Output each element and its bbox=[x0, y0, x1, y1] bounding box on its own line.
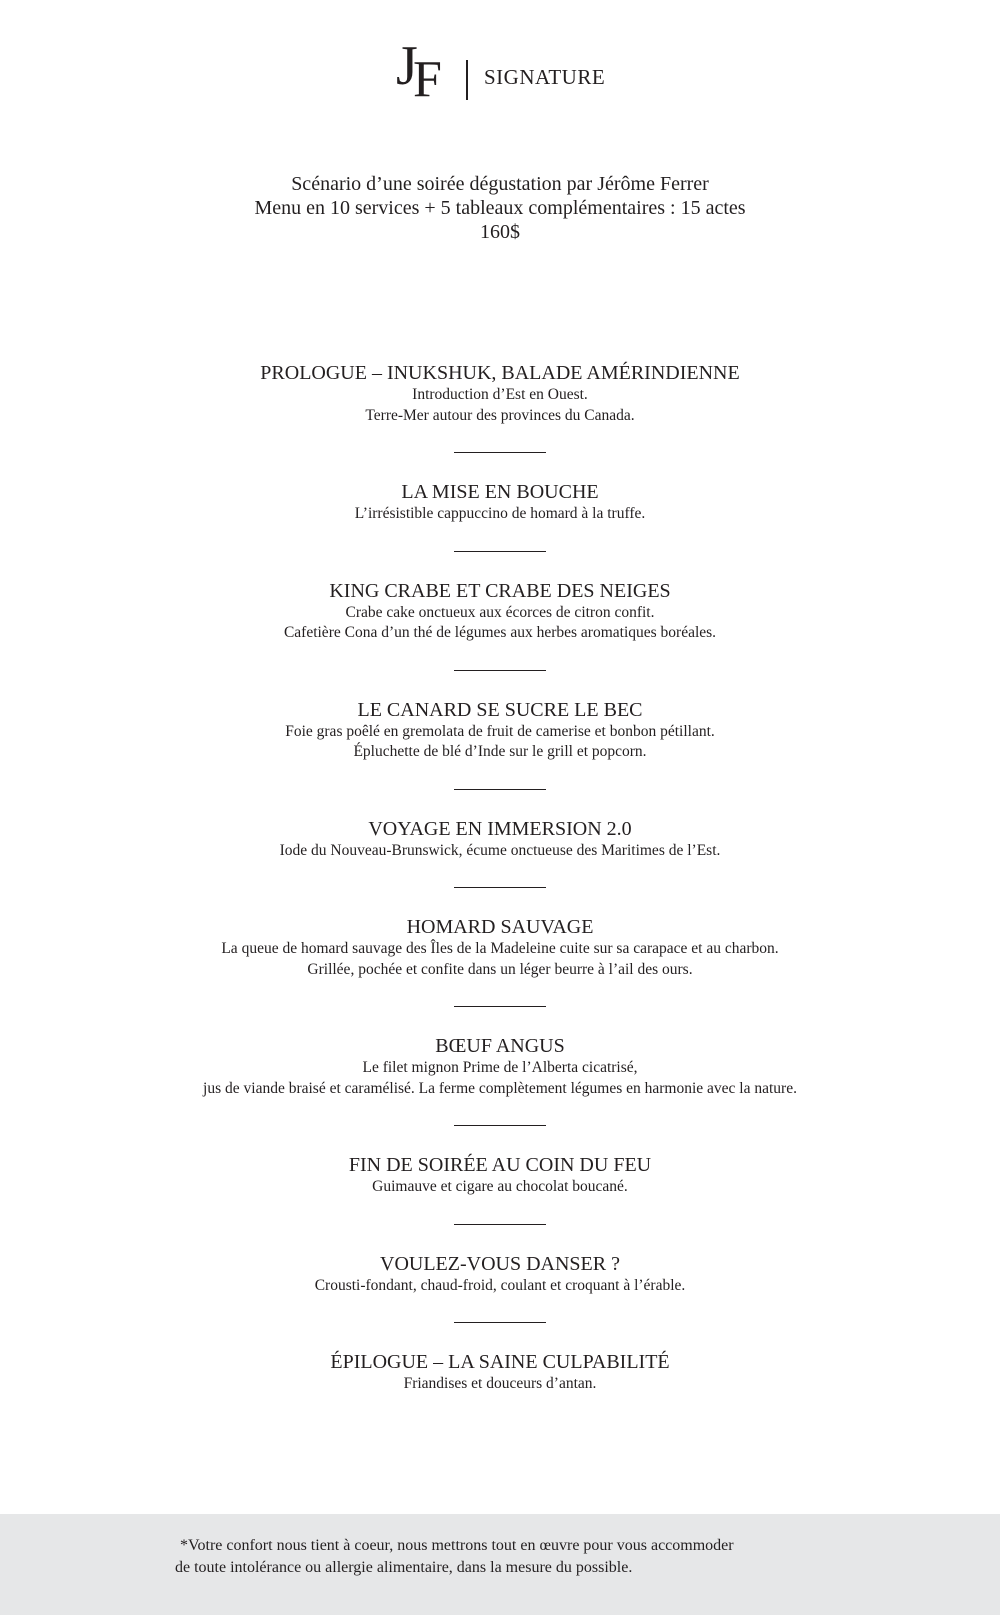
course-title: LA MISE EN BOUCHE bbox=[401, 481, 599, 503]
menu-intro bbox=[0, 172, 1000, 244]
course-title: LE CANARD SE SUCRE LE BEC bbox=[357, 698, 643, 721]
course-separator bbox=[454, 1224, 546, 1225]
footer-note bbox=[0, 1514, 1000, 1615]
course-description: Crabe cake onctueux aux écorces de citron confit. bbox=[345, 603, 655, 621]
menu-course bbox=[0, 579, 1000, 644]
course-title: KING CRABE ET CRABE DES NEIGES bbox=[329, 579, 671, 602]
course-separator bbox=[454, 1125, 546, 1126]
course-title: ÉPILOGUE – LA SAINE CULPABILITÉ bbox=[330, 1351, 670, 1373]
intro-service-count: Menu en 10 services + 5 tableaux complémentaires : 15 actes bbox=[254, 197, 746, 219]
menu-course bbox=[0, 480, 1000, 525]
menu-course bbox=[0, 1153, 1000, 1198]
menu-course bbox=[0, 1350, 1000, 1395]
course-title: BŒUF ANGUS bbox=[435, 1035, 565, 1057]
course-description: Foie gras poêlé en gremolata de fruit de camerise et bonbon pétillant. bbox=[285, 722, 715, 740]
logo-divider bbox=[466, 60, 468, 100]
tasting-menu bbox=[0, 361, 1000, 1395]
course-description: Crousti-fondant, chaud-froid, coulant et croquant à l’érable. bbox=[314, 1276, 686, 1294]
course-description: L’irrésistible cappuccino de homard à la truffe. bbox=[354, 505, 646, 522]
course-description: Terre-Mer autour des provinces du Canada. bbox=[365, 406, 635, 424]
course-description: Iode du Nouveau-Brunswick, écume onctueuse des Maritimes de l’Est. bbox=[279, 841, 721, 859]
menu-course bbox=[0, 361, 1000, 426]
menu-price: 160$ bbox=[480, 221, 520, 243]
course-separator bbox=[454, 452, 546, 453]
menu-course bbox=[0, 698, 1000, 763]
menu-course bbox=[0, 1034, 1000, 1099]
course-title: PROLOGUE – INUKSHUK, BALADE AMÉRINDIENNE bbox=[260, 362, 740, 384]
menu-course bbox=[0, 1252, 1000, 1297]
course-separator bbox=[454, 1006, 546, 1007]
course-separator bbox=[454, 670, 546, 671]
logo-wordmark: SIGNATURE bbox=[484, 65, 606, 89]
monogram-j: J bbox=[396, 35, 418, 97]
course-separator bbox=[454, 789, 546, 790]
course-description: La queue de homard sauvage des Îles de la Madeleine cuite sur sa carapace et au charbon. bbox=[221, 940, 779, 957]
allergy-note bbox=[175, 1535, 734, 1579]
course-separator bbox=[454, 887, 546, 888]
allergy-note-line-2: de toute intolérance ou allergie alimentaire, dans la mesure du possible. bbox=[175, 1559, 633, 1576]
course-description: Guimauve et cigare au chocolat boucané. bbox=[372, 1178, 628, 1195]
course-description: Friandises et douceurs d’antan. bbox=[403, 1375, 597, 1392]
monogram-f: F bbox=[413, 51, 442, 108]
course-description: jus de viande braisé et caramélisé. La ferme complètement légumes en harmonie avec la nature. bbox=[203, 1079, 797, 1097]
course-title: HOMARD SAUVAGE bbox=[406, 916, 594, 938]
menu-course bbox=[0, 915, 1000, 980]
course-title: VOYAGE EN IMMERSION 2.0 bbox=[368, 817, 632, 840]
intro-description: Scénario d’une soirée dégustation par Jérôme Ferrer bbox=[291, 173, 709, 195]
course-description: Cafetière Cona d’un thé de légumes aux herbes aromatiques boréales. bbox=[283, 624, 717, 641]
monogram-logo bbox=[396, 35, 450, 108]
course-separator bbox=[454, 1322, 546, 1323]
course-title: FIN DE SOIRÉE AU COIN DU FEU bbox=[348, 1154, 652, 1176]
course-separator bbox=[454, 551, 546, 552]
course-description: Épluchette de blé d’Inde sur le grill et popcorn. bbox=[353, 743, 647, 760]
allergy-note-line-1: *Votre confort nous tient à coeur, nous mettrons tout en œuvre pour vous accommoder bbox=[180, 1537, 734, 1554]
menu-course bbox=[0, 817, 1000, 862]
brand-logo bbox=[396, 35, 606, 108]
course-title: VOULEZ-VOUS DANSER ? bbox=[380, 1252, 620, 1275]
course-description: Le filet mignon Prime de l’Alberta cicatrisé, bbox=[362, 1059, 638, 1076]
course-description: Grillée, pochée et confite dans un léger beurre à l’ail des ours. bbox=[307, 960, 693, 978]
course-description: Introduction d’Est en Ouest. bbox=[412, 386, 588, 403]
